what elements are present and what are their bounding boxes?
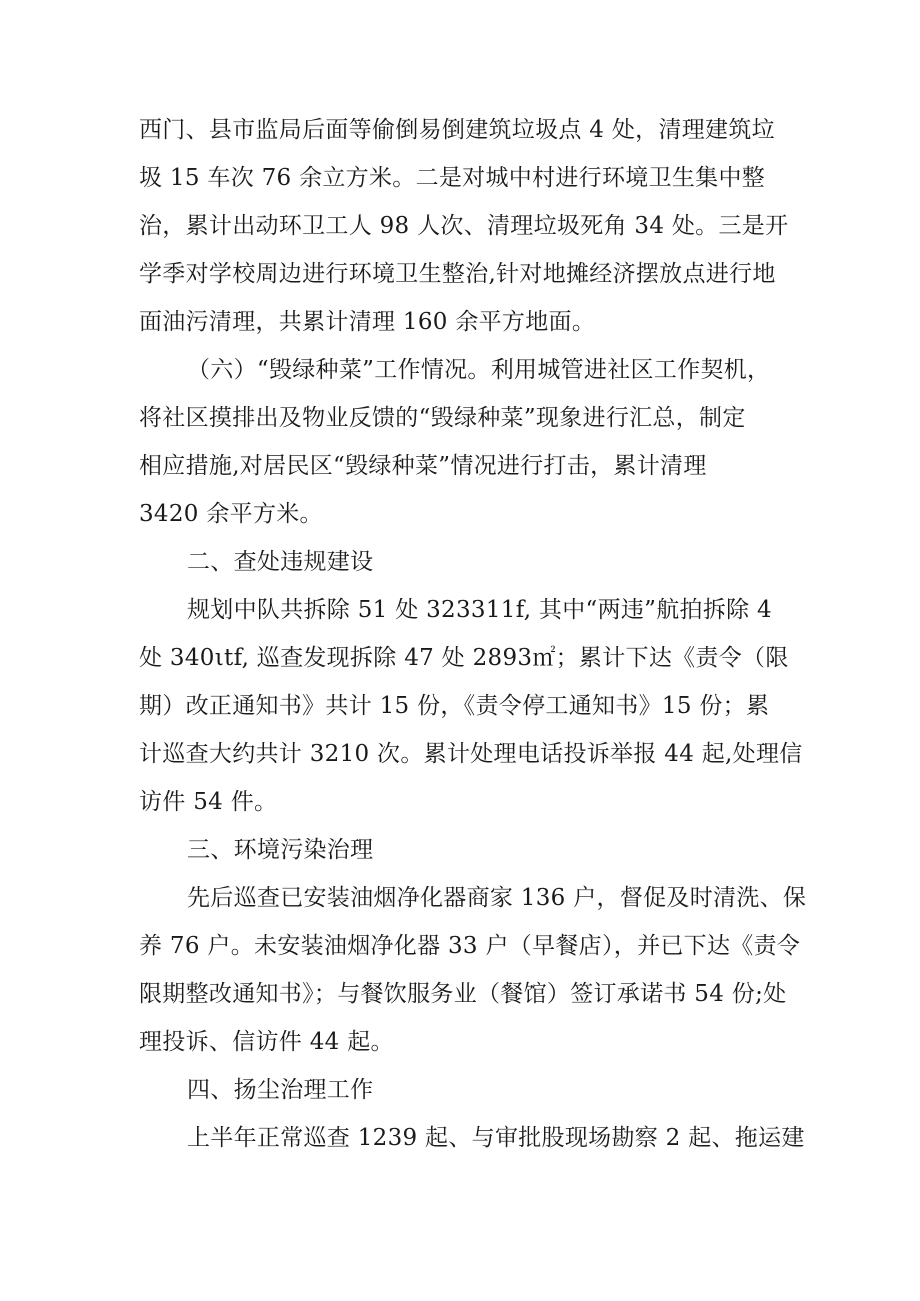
section-paragraph-start: 规划中队共拆除 51 处 323311f, 其中“两违”航拍拆除 4 xyxy=(187,597,772,623)
text-line: 访件 54 件。 xyxy=(139,789,278,815)
text-line: 期）改正通知书》共计 15 份，《责令停工通知书》15 份；累 xyxy=(139,693,770,719)
text-line: 治，累计出动环卫工人 98 人次、清理垃圾死角 34 处。三是开 xyxy=(139,213,789,239)
section-heading: 三、环境污染治理 xyxy=(187,837,374,863)
text-line: 养 76 户。未安装油烟净化器 33 户（早餐店），并已下达《责令 xyxy=(139,933,801,959)
section-paragraph-start: 上半年正常巡查 1239 起、与审批股现场勘察 2 起、拖运建 xyxy=(187,1125,805,1151)
text-line: 圾 15 车次 76 余立方米。二是对城中村进行环境卫生集中整 xyxy=(139,165,766,191)
text-line: 计巡查大约共计 3210 次。累计处理电话投诉举报 44 起,处理信 xyxy=(139,741,803,767)
text-line: 将社区摸排出及物业反馈的“毁绿种菜”现象进行汇总，制定 xyxy=(139,405,746,431)
section-paragraph-start: 先后巡查已安装油烟净化器商家 136 户，督促及时清洗、保 xyxy=(187,885,807,911)
text-line: 相应措施,对居民区“毁绿种菜”情况进行打击，累计清理 xyxy=(139,453,707,479)
text-line: 处 340ιtf, 巡查发现拆除 47 处 2893㎡；累计下达《责令（限 xyxy=(139,645,789,671)
text-line: 学季对学校周边进行环境卫生整治,针对地摊经济摆放点进行地 xyxy=(139,261,776,287)
section-paragraph-start: （六）“毁绿种菜”工作情况。利用城管进社区工作契机， xyxy=(187,357,771,383)
text-line: 限期整改通知书》；与餐饮服务业（餐馆）签订承诺书 54 份;处 xyxy=(139,981,787,1007)
text-line: 理投诉、信访件 44 起。 xyxy=(139,1029,394,1055)
section-heading: 四、扬尘治理工作 xyxy=(187,1077,374,1103)
text-line: 面油污清理，共累计清理 160 余平方地面。 xyxy=(139,309,596,335)
text-line: 西门、县市监局后面等偷倒易倒建筑垃圾点 4 处，清理建筑垃 xyxy=(139,117,775,143)
section-heading: 二、查处违规建设 xyxy=(187,549,374,575)
text-line: 3420 余平方米。 xyxy=(139,501,323,527)
